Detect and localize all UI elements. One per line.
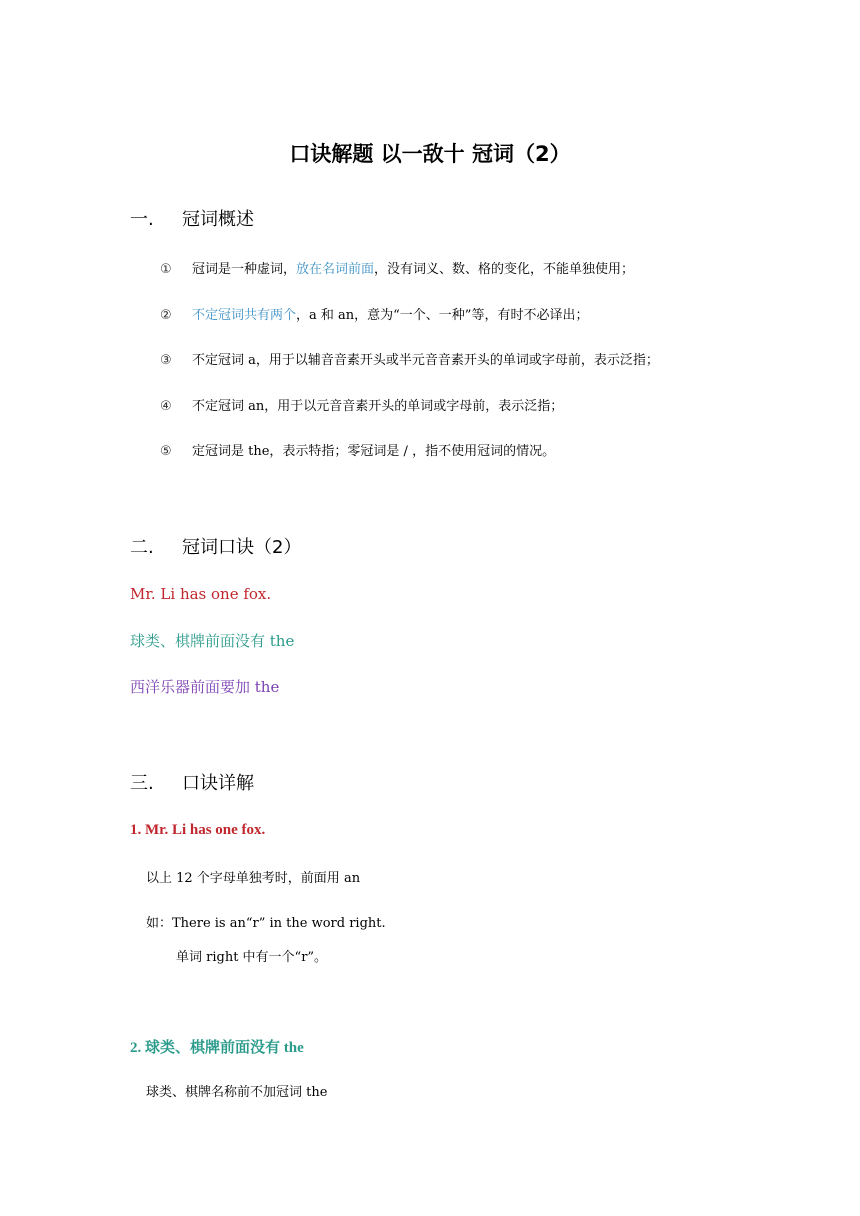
- overview-item-1: [160, 258, 634, 277]
- item-text-post: ，a 和 an，意为“一个、一种”等，有时不必译出；: [296, 308, 589, 323]
- item-marker: ②: [160, 308, 172, 323]
- detail-item-1-translation: 单词 right 中有一个“r”。: [176, 950, 328, 965]
- item-text: 不定冠词 a，用于以辅音音素开头或半元音音素开头的单词或字母前，表示泛指；: [192, 353, 659, 368]
- detail-item-1-title: 1. Mr. Li has one fox.: [130, 822, 266, 838]
- item-marker: ①: [160, 262, 172, 277]
- item-highlight: 放在名词前面: [296, 262, 375, 277]
- koujue-line-3: 西洋乐器前面要加 the: [130, 678, 280, 696]
- item-text: 定冠词是 the，表示特指；零冠词是 / ，指不使用冠词的情况。: [192, 444, 556, 459]
- section-number: 三.: [130, 773, 154, 794]
- section-label: 口诀详解: [182, 773, 254, 794]
- overview-item-4: [160, 395, 563, 414]
- detail-item-1-text: 以上 12 个字母单独考时，前面用 an: [146, 871, 361, 886]
- section-number: 二.: [130, 537, 154, 558]
- overview-item-5: [160, 440, 555, 459]
- koujue-line-2: 球类、棋牌前面没有 the: [130, 632, 295, 650]
- overview-item-3: [160, 349, 659, 368]
- item-text-post: ，没有词义、数、格的变化，不能单独使用；: [374, 262, 635, 277]
- section-heading-koujue: [130, 533, 301, 559]
- section-number: 一.: [130, 209, 154, 230]
- section-label: 冠词口诀（2）: [182, 537, 302, 558]
- koujue-line-1: Mr. Li has one fox.: [130, 585, 272, 603]
- item-text-pre: 冠词是一种虚词，: [192, 262, 297, 277]
- section-heading-overview: [130, 205, 254, 231]
- overview-item-2: [160, 304, 588, 323]
- section-label: 冠词概述: [182, 209, 254, 230]
- item-text: 不定冠词 an，用于以元音音素开头的单词或字母前，表示泛指；: [192, 399, 564, 414]
- detail-item-2-title: 2. 球类、棋牌前面没有 the: [130, 1040, 304, 1056]
- detail-item-1-example: 如：There is an“r” in the word right.: [146, 916, 386, 931]
- item-marker: ⑤: [160, 444, 172, 459]
- detail-item-2-text: 球类、棋牌名称前不加冠词 the: [146, 1085, 328, 1100]
- item-marker: ④: [160, 399, 172, 414]
- item-marker: ③: [160, 353, 172, 368]
- item-highlight: 不定冠词共有两个: [192, 308, 297, 323]
- page-title: 口诀解题 以一敌十 冠词（2）: [289, 142, 571, 166]
- section-heading-details: [130, 769, 254, 795]
